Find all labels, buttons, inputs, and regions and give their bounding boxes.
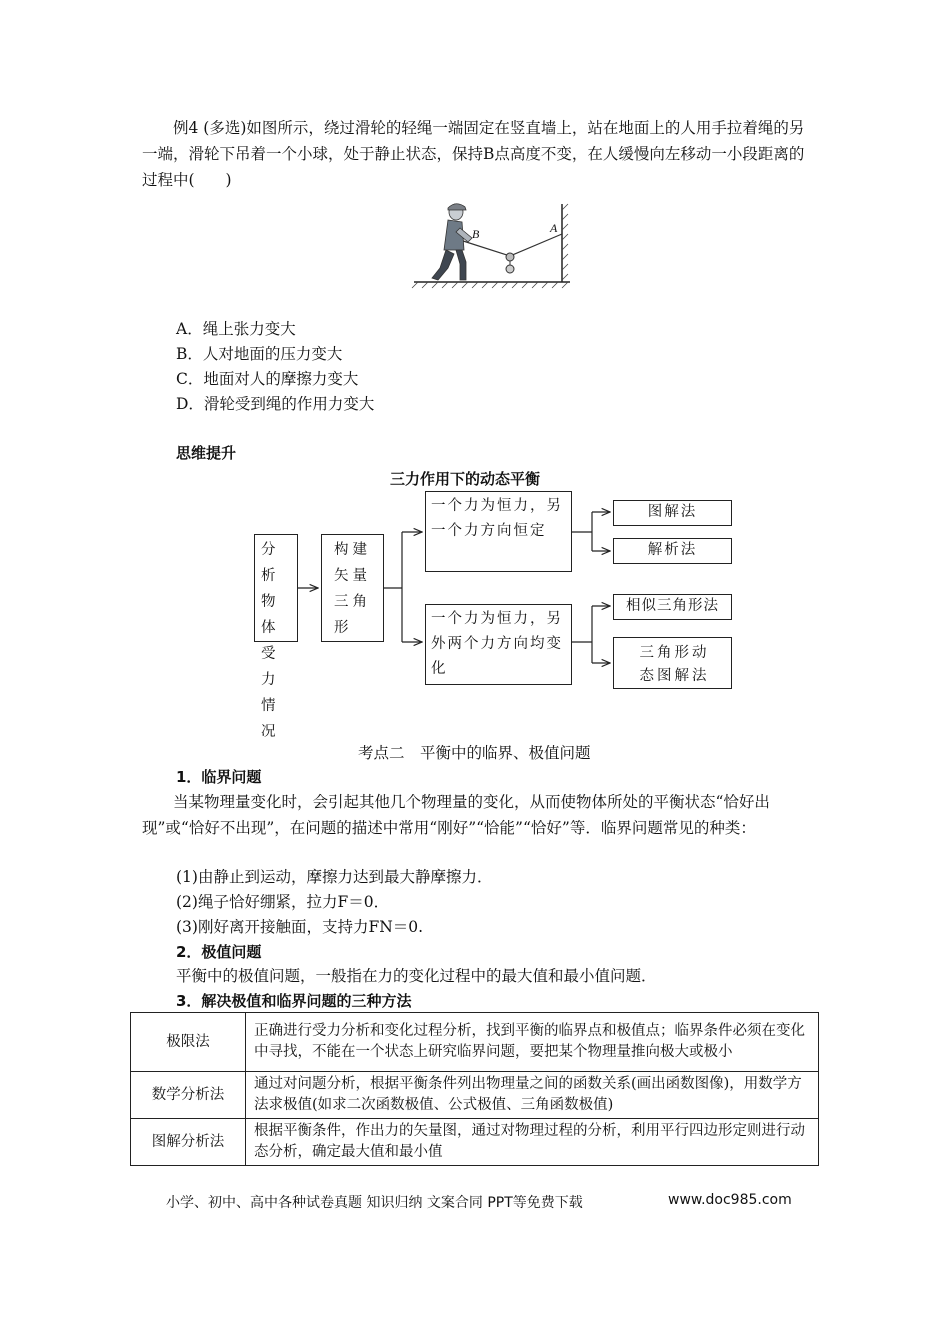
methods-table xyxy=(130,1012,819,1166)
box-case-one-constant: 一个力为恒力，另一个力方向恒定 xyxy=(425,491,572,572)
method-desc: 通过对问题分析，根据平衡条件列出物理量之间的函数关系(画出函数图像)，用数学方法求极值(如求二次函数极值、公式极值、三角函数极值) xyxy=(246,1072,819,1119)
method-desc: 正确进行受力分析和变化过程分析，找到平衡的临界点和极值点；临界条件必须在变化中寻找，不能在一个状态上研究临界问题，要把某个物理量推向极大或极小 xyxy=(246,1013,819,1072)
diagram-title: 三力作用下的动态平衡 xyxy=(390,470,541,488)
extreme-paragraph: 平衡中的极值问题，一般指在力的变化过程中的最大值和最小值问题． xyxy=(176,967,657,985)
option-a: A．绳上张力变大 xyxy=(176,320,296,338)
method-name: 图解分析法 xyxy=(131,1119,246,1166)
option-c: C．地面对人的摩擦力变大 xyxy=(176,370,359,388)
table-row xyxy=(131,1119,819,1166)
critical-paragraph: 当某物理量变化时，会引起其他几个物理量的变化，从而使物体所处的平衡状态“恰好出现”或“恰好不出现”，在问题的描述中常用“刚好”“恰能”“恰好”等．临界问题常见的种类： xyxy=(142,793,770,837)
box-analyze-forces: 分析物体受力情况 xyxy=(254,534,298,642)
method-name: 数学分析法 xyxy=(131,1072,246,1119)
critical-item-3: (3)刚好离开接触面，支持力FN＝0. xyxy=(176,918,424,936)
example-label: 例4 (多选) xyxy=(173,119,247,137)
box-construct-triangle: 构建矢量三角形 xyxy=(321,534,384,642)
box-analytic-method: 解析法 xyxy=(613,538,732,564)
option-b: B．人对地面的压力变大 xyxy=(176,345,343,363)
thinking-heading: 思维提升 xyxy=(176,444,237,462)
example-body: 如图所示，绕过滑轮的轻绳一端固定在竖直墙上，站在地面上的人用手拉着绳的另一端，滑轮下吊着一个小球，处于静止状态，保持B点高度不变，在人缓慢向左移动一小段距离的过程中( ) xyxy=(142,119,805,189)
box-dynamic-triangle-method: 三角形动态图解法 xyxy=(613,637,732,689)
footer-text: 小学、初中、高中各种试卷真题 知识归纳 文案合同 PPT等免费下载 xyxy=(166,1195,583,1211)
point-b-label: B xyxy=(472,227,480,241)
box-graphical-method: 图解法 xyxy=(613,500,732,526)
heading-extreme: 2．极值问题 xyxy=(176,943,262,961)
table-row xyxy=(131,1072,819,1119)
critical-item-1: (1)由静止到运动，摩擦力达到最大静摩擦力． xyxy=(176,868,493,886)
option-d: D．滑轮受到绳的作用力变大 xyxy=(176,395,375,413)
method-desc: 根据平衡条件，作出力的矢量图，通过对物理过程的分析，利用平行四边形定则进行动态分析，确定最大值和最小值 xyxy=(246,1119,819,1166)
method-name: 极限法 xyxy=(131,1013,246,1072)
point-a-label: A xyxy=(550,221,558,235)
heading-three-methods: 3．解决极值和临界问题的三种方法 xyxy=(176,992,412,1010)
heading-critical: 1．临界问题 xyxy=(176,768,262,786)
table-row xyxy=(131,1013,819,1072)
box-similar-triangle-method: 相似三角形法 xyxy=(613,594,732,620)
box-case-two-varying: 一个力为恒力，另外两个力方向均变化 xyxy=(425,604,572,685)
section-title: 考点二 平衡中的临界、极值问题 xyxy=(358,744,591,762)
critical-item-2: (2)绳子恰好绷紧，拉力F＝0． xyxy=(176,893,390,911)
footer-site-link[interactable]: www.doc985.com xyxy=(668,1192,792,1208)
